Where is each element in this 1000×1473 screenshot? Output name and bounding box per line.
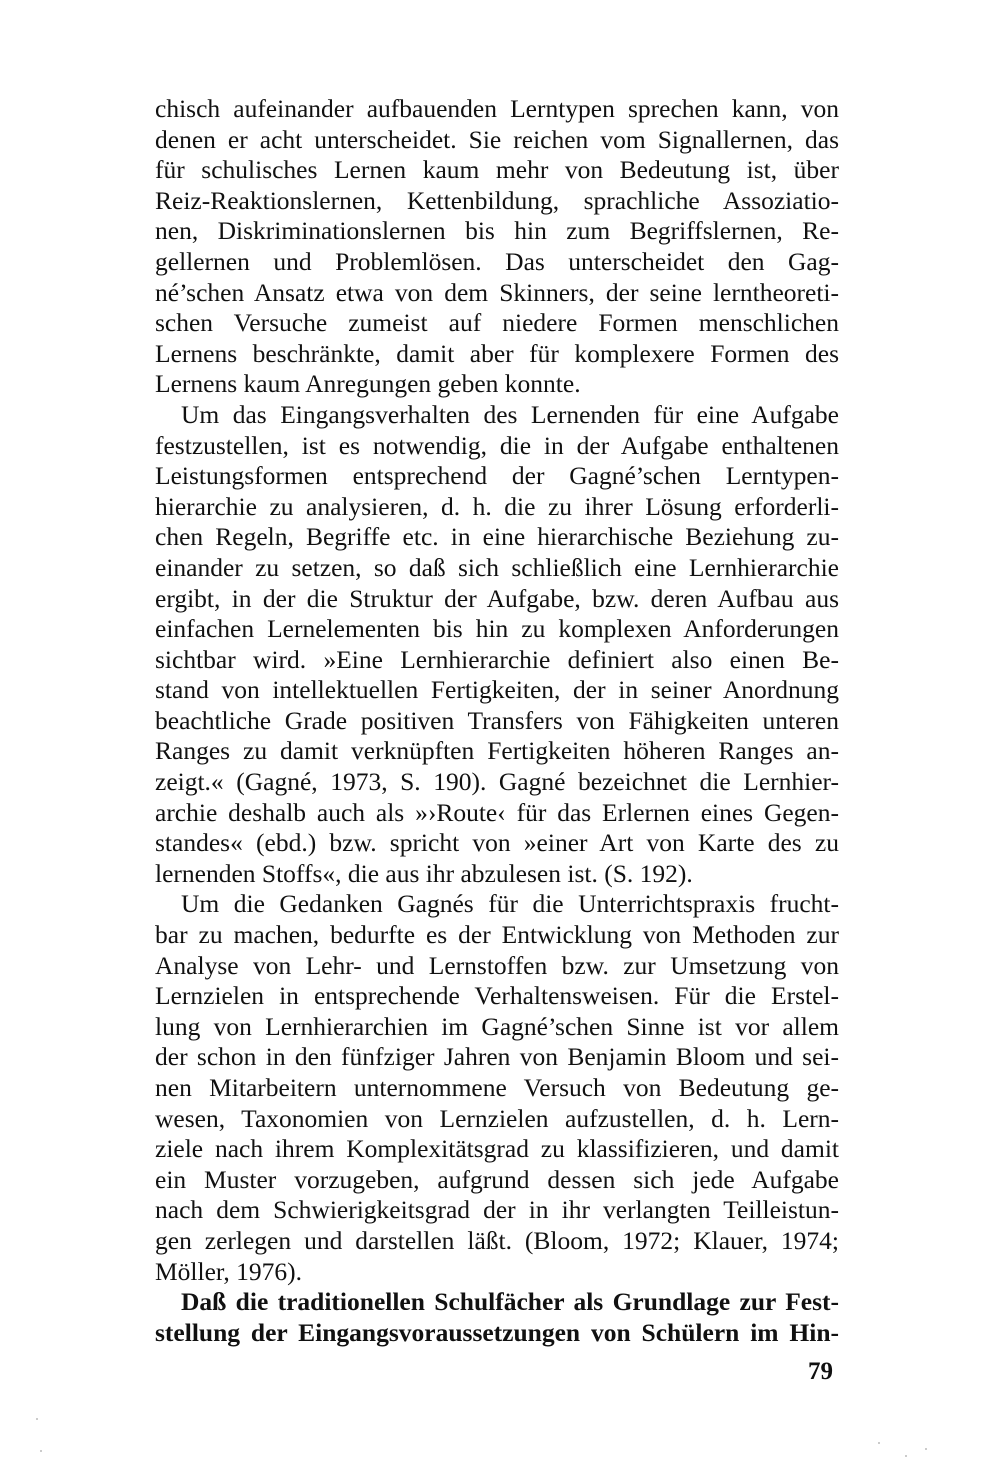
text-line: né’schen Ansatz etwa von dem Skinners, der seine lerntheoreti- — [155, 277, 839, 307]
page-number: 79 — [808, 1358, 833, 1385]
text-line: bar zu machen, bedurfte es der Entwicklung von Methoden zur — [155, 920, 839, 950]
text-line: festzustellen, ist es notwendig, die in der Aufgabe enthaltenen — [155, 430, 839, 460]
text-line: Lernens kaum Anregungen geben konnte. — [155, 369, 581, 399]
text-line: der schon in den fünfziger Jahren von Benjamin Bloom und sei- — [155, 1042, 839, 1072]
text-line: Um die Gedanken Gagnés für die Unterrichtspraxis frucht- — [181, 889, 839, 919]
text-line: wesen, Taxonomien von Lernzielen aufzustellen, d. h. Lern- — [155, 1103, 839, 1133]
text-line: für schulisches Lernen kaum mehr von Bedeutung ist, über — [155, 155, 839, 185]
paragraph — [155, 1287, 839, 1348]
text-line: Daß die traditionellen Schulfächer als Grundlage zur Fest- — [181, 1287, 839, 1317]
text-line: stand von intellektuellen Fertigkeiten, der in seiner Anordnung — [155, 675, 839, 705]
text-line: Reiz-Reaktionslernen, Kettenbildung, sprachliche Assoziatio- — [155, 185, 839, 215]
text-line: ergibt, in der die Struktur der Aufgabe, bzw. deren Aufbau aus — [155, 583, 839, 613]
text-line: gellernen und Problemlösen. Das unterscheidet den Gag- — [155, 246, 839, 276]
text-line: lernenden Stoffs«, die aus ihr abzulesen ist. (S. 192). — [155, 858, 693, 888]
text-line: Lernens beschränkte, damit aber für komplexere Formen des — [155, 338, 839, 368]
text-line: nach dem Schwierigkeitsgrad der in ihr verlangten Teilleistun- — [155, 1195, 839, 1225]
text-line: schen Versuche zumeist auf niedere Formen menschlichen — [155, 308, 839, 338]
text-line: standes« (ebd.) bzw. spricht von »einer Art von Karte des zu — [155, 828, 839, 858]
paragraph — [155, 889, 839, 1287]
text-line: Lernzielen in entsprechende Verhaltensweisen. Für die Erstel- — [155, 981, 839, 1011]
text-line: stellung der Eingangsvoraussetzungen von Schülern im Hin- — [155, 1317, 839, 1347]
text-line: hierarchie zu analysieren, d. h. die zu ihrer Lösung erforderli- — [155, 491, 839, 521]
paragraph — [155, 400, 839, 890]
scan-speck — [36, 1418, 38, 1420]
text-line: denen er acht unterscheidet. Sie reichen vom Signallernen, das — [155, 124, 839, 154]
text-line: ziele nach ihrem Komplexitätsgrad zu klassifizieren, und damit — [155, 1134, 839, 1164]
text-line: zeigt.« (Gagné, 1973, S. 190). Gagné bezeichnet die Lernhier- — [155, 767, 839, 797]
text-line: einfachen Lernelementen bis hin zu komplexen Anforderungen — [155, 614, 839, 644]
paragraph — [155, 94, 839, 400]
text-line: Um das Eingangsverhalten des Lernenden für eine Aufgabe — [181, 399, 839, 429]
text-line: Möller, 1976). — [155, 1256, 302, 1286]
text-line: nen, Diskriminationslernen bis hin zum Begriffslernen, Re- — [155, 216, 839, 246]
scan-speck — [878, 1442, 880, 1444]
text-line: sichtbar wird. »Eine Lernhierarchie definiert also einen Be- — [155, 644, 839, 674]
text-line: einander zu setzen, so daß sich schließlich eine Lernhierarchie — [155, 552, 839, 582]
scan-speck — [925, 1448, 927, 1450]
text-line: ein Muster vorzugeben, aufgrund dessen sich jede Aufgabe — [155, 1164, 839, 1194]
scan-speck — [905, 1455, 907, 1457]
text-line: Analyse von Lehr- und Lernstoffen bzw. zur Umsetzung von — [155, 950, 839, 980]
text-line: chisch aufeinander aufbauenden Lerntypen sprechen kann, von — [155, 94, 839, 123]
text-line: beachtliche Grade positiven Transfers von Fähigkeiten unteren — [155, 705, 839, 735]
scan-speck — [40, 1450, 42, 1452]
text-line: archie deshalb auch als »›Route‹ für das Erlernen eines Gegen- — [155, 797, 839, 827]
text-line: lung von Lernhierarchien im Gagné’schen Sinne ist vor allem — [155, 1011, 839, 1041]
text-line: gen zerlegen und darstellen läßt. (Bloom, 1972; Klauer, 1974; — [155, 1225, 839, 1255]
text-line: chen Regeln, Begriffe etc. in eine hierarchische Beziehung zu- — [155, 522, 839, 552]
text-line: Leistungsformen entsprechend der Gagné’schen Lerntypen- — [155, 461, 839, 491]
text-line: nen Mitarbeitern unternommene Versuch von Bedeutung ge- — [155, 1073, 839, 1102]
body-text — [155, 94, 839, 1348]
text-line: Ranges zu damit verknüpften Fertigkeiten höheren Ranges an- — [155, 736, 839, 766]
